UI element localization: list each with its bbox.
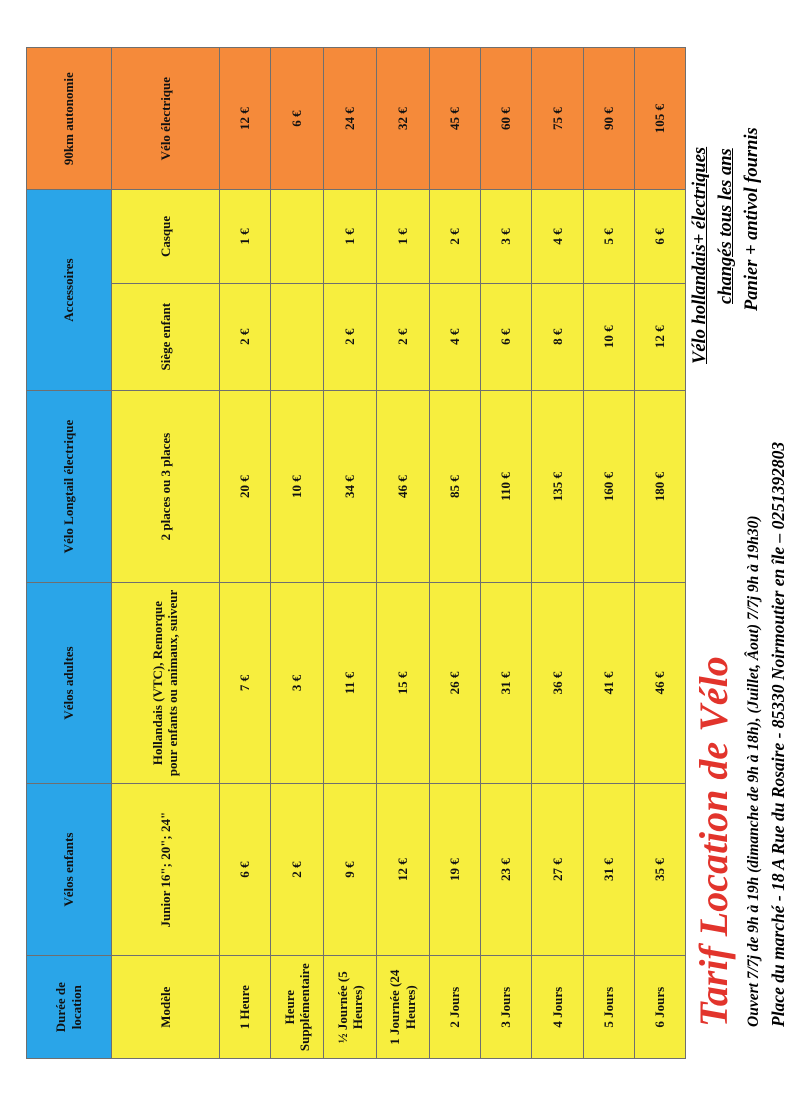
- price-cell: 12 €: [634, 283, 685, 390]
- price-cell: 6 €: [271, 48, 324, 190]
- price-cell: 60 €: [481, 48, 532, 190]
- price-cell: 2 €: [220, 283, 271, 390]
- price-cell: 9 €: [324, 783, 377, 956]
- price-cell: 6 €: [634, 190, 685, 283]
- model-hollandais: Hollandais (VTC), Remorque pour enfants ou animaux, suiveur: [111, 583, 219, 784]
- model-junior: Junior 16"; 20"; 24": [111, 783, 219, 956]
- price-cell: 35 €: [634, 783, 685, 956]
- tarif-table: [26, 47, 686, 1059]
- model-ebike: Vélo électrique: [111, 48, 219, 190]
- table-row: [430, 48, 481, 1059]
- price-cell: 7 €: [220, 583, 271, 784]
- model-label: Modèle: [111, 956, 219, 1059]
- header-kids: Vélos enfants: [27, 783, 112, 956]
- price-cell: 135 €: [532, 390, 583, 582]
- price-cell: 23 €: [481, 783, 532, 956]
- price-cell: 26 €: [430, 583, 481, 784]
- duration-cell: 1 Journée (24 Heures): [377, 956, 430, 1059]
- duration-cell: Heure Supplémentaire: [271, 956, 324, 1059]
- price-cell: 1 €: [377, 190, 430, 283]
- price-cell: 19 €: [430, 783, 481, 956]
- price-cell: 1 €: [324, 190, 377, 283]
- price-cell: 31 €: [481, 583, 532, 784]
- price-cell: 2 €: [430, 190, 481, 283]
- price-cell: 105 €: [634, 48, 685, 190]
- price-cell: [271, 190, 324, 283]
- price-cell: 4 €: [532, 190, 583, 283]
- side-note-line2: changés tous les ans: [716, 148, 736, 304]
- price-cell: 110 €: [481, 390, 532, 582]
- price-cell: 45 €: [430, 48, 481, 190]
- table-row: [324, 48, 377, 1059]
- price-cell: 32 €: [377, 48, 430, 190]
- table-row: [532, 48, 583, 1059]
- price-cell: 12 €: [377, 783, 430, 956]
- price-cell: 3 €: [481, 190, 532, 283]
- price-cell: 36 €: [532, 583, 583, 784]
- duration-cell: 3 Jours: [481, 956, 532, 1059]
- address-line: Place du marché - 18 A Rue du Rosaire - 85330 Noirmoutier en île – 0251392803: [768, 441, 788, 1027]
- model-casque: Casque: [111, 190, 219, 283]
- price-cell: 5 €: [583, 190, 634, 283]
- header-adults: Vélos adultes: [27, 583, 112, 784]
- price-cell: [271, 283, 324, 390]
- price-cell: 11 €: [324, 583, 377, 784]
- price-cell: 6 €: [481, 283, 532, 390]
- price-cell: 180 €: [634, 390, 685, 582]
- price-cell: 8 €: [532, 283, 583, 390]
- duration-cell: 2 Jours: [430, 956, 481, 1059]
- price-cell: 46 €: [377, 390, 430, 582]
- price-cell: 85 €: [430, 390, 481, 582]
- page-title: Tarif Location de Vélo: [691, 656, 736, 1027]
- table-row: [634, 48, 685, 1059]
- model-longtail: 2 places ou 3 places: [111, 390, 219, 582]
- price-cell: 27 €: [532, 783, 583, 956]
- duration-cell: 4 Jours: [532, 956, 583, 1059]
- price-cell: 2 €: [377, 283, 430, 390]
- duration-cell: 5 Jours: [583, 956, 634, 1059]
- price-cell: 34 €: [324, 390, 377, 582]
- price-cell: 4 €: [430, 283, 481, 390]
- table-row: [271, 48, 324, 1059]
- table-row: [220, 48, 271, 1059]
- price-cell: 1 €: [220, 190, 271, 283]
- price-cell: 2 €: [271, 783, 324, 956]
- table-row: [481, 48, 532, 1059]
- price-cell: 46 €: [634, 583, 685, 784]
- price-cell: 10 €: [583, 283, 634, 390]
- price-cell: 6 €: [220, 783, 271, 956]
- table-row: [583, 48, 634, 1059]
- price-cell: 15 €: [377, 583, 430, 784]
- duration-cell: 1 Heure: [220, 956, 271, 1059]
- header-duration: Durée de location: [27, 956, 112, 1059]
- price-cell: 3 €: [271, 583, 324, 784]
- price-cell: 75 €: [532, 48, 583, 190]
- price-cell: 2 €: [324, 283, 377, 390]
- side-note-line3: Panier + antivol fournis: [742, 127, 762, 311]
- price-cell: 10 €: [271, 390, 324, 582]
- header-ebike: 90km autonomie: [27, 48, 112, 190]
- table-row: [377, 48, 430, 1059]
- model-siege: Siège enfant: [111, 283, 219, 390]
- opening-hours: Ouvert 7/7j de 9h à 19h (dimanche de 9h à 18h), (Juillet, Âout) 7/7j 9h à 19h30): [745, 515, 762, 1027]
- price-cell: 20 €: [220, 390, 271, 582]
- duration-cell: 6 Jours: [634, 956, 685, 1059]
- side-note-line1: Vélo hollandais+ électriques: [690, 146, 710, 364]
- price-cell: 24 €: [324, 48, 377, 190]
- price-cell: 41 €: [583, 583, 634, 784]
- header-longtail: Vélo Longtail électrique: [27, 390, 112, 582]
- price-cell: 90 €: [583, 48, 634, 190]
- price-cell: 31 €: [583, 783, 634, 956]
- header-accessories: Accessoires: [27, 190, 112, 391]
- price-cell: 160 €: [583, 390, 634, 582]
- price-cell: 12 €: [220, 48, 271, 190]
- duration-cell: ½ Journée (5 Heures): [324, 956, 377, 1059]
